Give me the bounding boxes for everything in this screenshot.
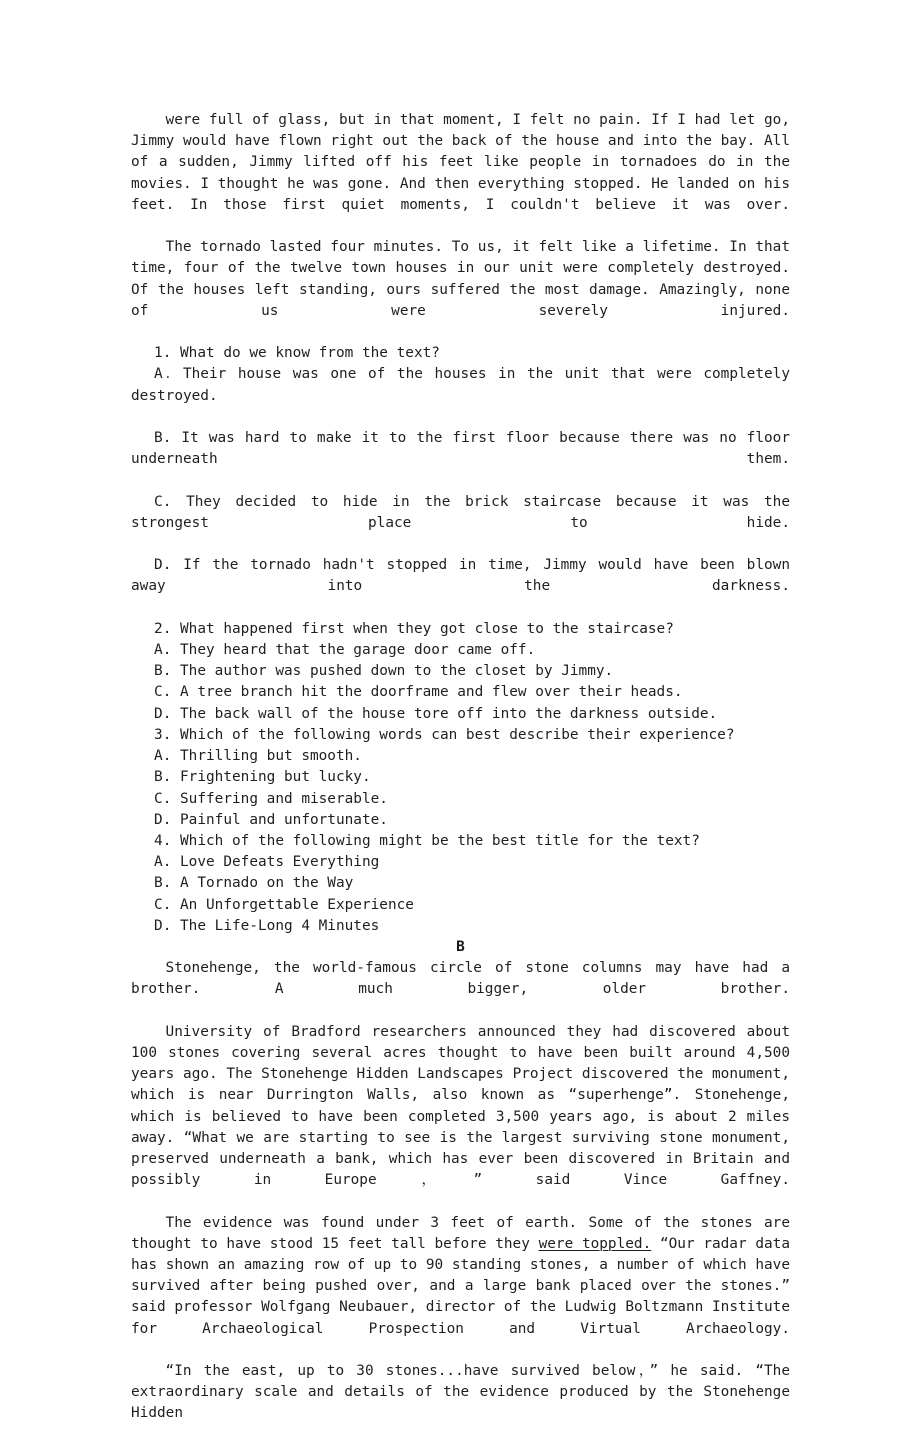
passage-b-paragraph-4: “In the east, up to 30 stones...have survived below，” he said. “The extraordinary scale and details of the evidence produced by the Stonehenge Hidden [131,1362,790,1422]
question-2-option-c[interactable]: C. A tree branch hit the doorframe and flew over their heads. [154,684,683,701]
passage-b-paragraph-2: University of Bradford researchers announced they had discovered about 100 stones covering several acres thought to have been built around 4,500 years ago. The Stonehenge Hidden Landscapes Project discovered the monument, which is near Durrington Walls, also known as “superhenge”. Stonehenge, which is believed to have been completed 3,500 years ago, is about 2 miles away. “What we are starting to see is the largest surviving stone monument, preserved underneath a bank, which has ever been discovered in Britain and possibly in Europe，” said Vince Gaffney. [131,1023,790,1189]
question-2-option-a[interactable]: A. They heard that the garage door came off. [154,642,536,659]
question-1-option-b[interactable]: B. It was hard to make it to the first floor because there was no floor underneath them. [131,430,790,468]
question-2-option-b[interactable]: B. The author was pushed down to the closet by Jimmy. [154,663,614,680]
text-column [131,110,790,1446]
question-4-option-b[interactable]: B. A Tornado on the Way [154,875,354,892]
passage-a-paragraph-2: The tornado lasted four minutes. To us, it felt like a lifetime. In that time, four of the twelve town houses in our unit were completely destroyed. Of the houses left standing, ours suffered the most damage. Amazingly, none of us were severely injured. [131,239,790,319]
question-3-option-c[interactable]: C. Suffering and miserable. [154,790,388,807]
question-1-option-c[interactable]: C. They decided to hide in the brick staircase because it was the strongest place to hide. [131,493,790,531]
question-3-option-a[interactable]: A. Thrilling but smooth. [154,748,362,765]
question-4-stem: 4. Which of the following might be the best title for the text? [154,832,700,849]
question-2-option-d[interactable]: D. The back wall of the house tore off into the darkness outside. [154,705,718,722]
passage-b-paragraph-3-tail: “Our radar data has shown an amazing row of up to 90 standing stones, a number of which have survived after being pushed over, and a large bank placed over the stones.” said professor Wolfgang Neubauer, director of the Ludwig Boltzmann Institute for Archaeological Prospection and Virtual Archaeology. [131,1235,790,1337]
question-4-option-d[interactable]: D. The Life-Long 4 Minutes [154,917,380,934]
passage-b-section-label: B [456,938,465,955]
passage-a-paragraph-1: were full of glass, but in that moment, I felt no pain. If I had let go, Jimmy would have flown right out the back of the house and into the bay. All of a sudden, Jimmy lifted off his feet like people in tornadoes do in the movies. I thought he was gone. And then everything stopped. He landed on his feet. In those first quiet moments, I couldn't believe it was over. [131,112,790,213]
question-4-option-c[interactable]: C. An Unforgettable Experience [154,896,414,913]
question-3-stem: 3. Which of the following words can best describe their experience? [154,726,735,743]
passage-b-paragraph-3-lead: The evidence was found under 3 feet of earth. Some of the stones are thought to have stood 15 feet tall before they [131,1214,790,1252]
question-3-option-d[interactable]: D. Painful and unfortunate. [154,811,388,828]
passage-b-paragraph-3 [131,1213,790,1361]
question-1-option-d[interactable]: D. If the tornado hadn't stopped in time, Jimmy would have been blown away into the darkness. [131,557,790,595]
question-3-option-b[interactable]: B. Frightening but lucky. [154,769,371,786]
passage-b-paragraph-1: Stonehenge, the world-famous circle of stone columns may have had a brother. A much bigger, older brother. [131,960,790,998]
question-1-stem: 1. What do we know from the text? [154,345,440,362]
question-2-stem: 2. What happened first when they got close to the staircase? [154,620,674,637]
question-1-option-a[interactable]: A．Their house was one of the houses in the unit that were completely destroyed. [131,366,790,404]
underlined-phrase-were-toppled: were toppled. [538,1235,652,1252]
question-4-option-a[interactable]: A. Love Defeats Everything [154,854,380,871]
